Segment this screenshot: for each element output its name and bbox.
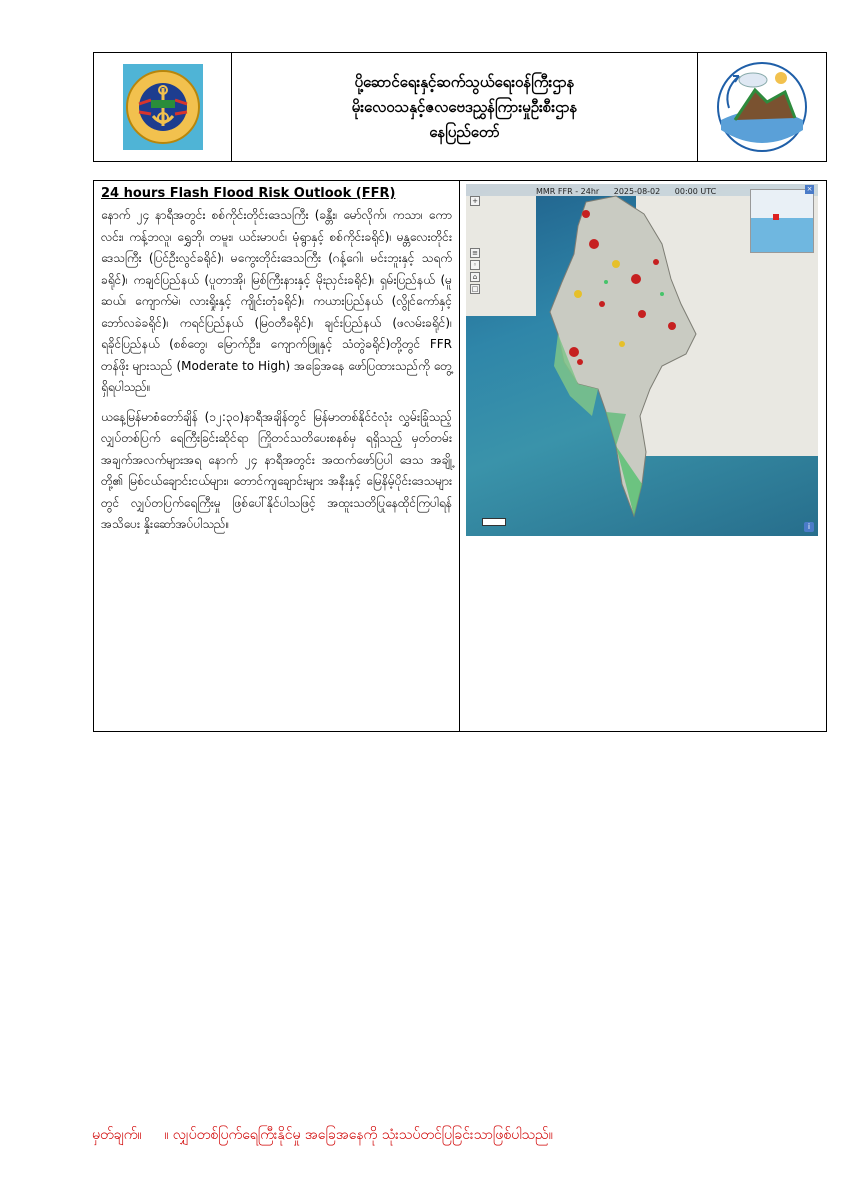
risk-areas-paragraph: နောက် ၂၄ နာရီအတွင်း စစ်ကိုင်းတိုင်းဒေသကြီး (ခန္တီး၊ မော်လိုက်၊ ကသာ၊ ကောလင်း၊ ကန့်ဘလူ၊ ရွှေဘို၊ တမူး၊ ယင်းမာပင်၊ မုံရွာနှင့် စစ်ကိုင်းခရိုင်)၊ မန္တလေးတိုင်းဒေသကြီး (ပြင်ဦးလွင်ခရိုင်)၊ မကွေးတိုင်းဒေသကြီး (ဂန့်ဂေါ၊ မင်းဘူးနှင့် သရက်ခရိုင်)၊ ကချင်ပြည်နယ် (ပူတာအို၊ မြစ်ကြီးနားနှင့် မိုးညှင်းခရိုင်)၊ ရှမ်းပြည်နယ် (မူဆယ်၊ ကျောက်မဲ၊ လားရှိုးနှင့် ကျိုင်းတုံခရိုင်)၊ ကယားပြည်နယ် (လွိုင်ကော်နှင့် ဘော်လခဲခရိုင်)၊ ကရင်ပြည်နယ် (မြဝတီခရိုင်)၊ ချင်းပြည်နယ် (ဖလမ်းခရိုင်)၊ ရခိုင်ပြည်နယ် (စစ်တွေ၊ မြောက်ဦး၊ ကျောက်ဖြူနှင့် သံတွဲခရိုင်)တို့တွင် FFR တန်ဖိုး များသည် (Moderate to High) အခြေအနေ ဖော်ပြထားသည်ကို တွေ့ရှိရပါသည်။ [101, 208, 452, 394]
fullscreen-icon[interactable]: □ [471, 285, 479, 293]
footer-label: မှတ်ချက်။ [92, 1127, 142, 1143]
outlook-text-cell [94, 181, 460, 731]
map-date: 2025-08-02 [613, 187, 661, 196]
outlook-title: 24 hours Flash Flood Risk Outlook (FFR) [101, 186, 396, 201]
layers-icon[interactable]: ≡ [470, 248, 480, 258]
info-icon[interactable]: i [804, 522, 814, 532]
close-icon[interactable]: × [806, 185, 813, 193]
map-label: MMR FFR - 24hr [536, 187, 600, 196]
scale-bar [482, 518, 506, 526]
home-icon[interactable]: ⌂ [470, 272, 480, 282]
ministry-emblem-icon [123, 64, 203, 150]
footer-note [92, 1125, 553, 1146]
zoom-in-icon[interactable]: + [470, 196, 480, 206]
ffr-map-cell [460, 181, 826, 731]
locator-marker [773, 214, 779, 220]
department-title [232, 53, 698, 161]
department-name: မိုးလေဝသနှင့်ဇလဗေဒညွှန်ကြားမှုဦးစီးဌာန [351, 97, 578, 116]
locator-inset-map [750, 189, 814, 253]
ministry-name: ပို့ဆောင်ရေးနှင့်ဆက်သွယ်ရေးဝန်ကြီးဌာန [354, 72, 575, 91]
advisory-paragraph: ယနေ့မြန်မာစံတော်ချိန် (၁၂:၃၀)နာရီအချိန်တွင် မြန်မာတစ်နိုင်ငံလုံး လွှမ်းခြုံသည့် လျှပ်တစ်ပြက် ရေကြီးခြင်းဆိုင်ရာ ကြိုတင်သတိပေးစနစ်မှ ရရှိသည့် မှတ်တမ်းအချက်အလက်များအရ နောက် ၂၄ နာရီအတွင်း အထက်ဖော်ပြပါ ဒေသ အချို့တို့၏ မြစ်ငယ်ချောင်းငယ်များ၊ တောင်ကျချောင်းများ အနီးနှင့် မြေနိမ့်ပိုင်းဒေသများတွင် လျှပ်တပြက်ရေကြီးမှု ဖြစ်ပေါ်နိုင်ပါသဖြင့် အထူးသတိပြုနေထိုင်ကြပါရန် အသိပေး နှိုးဆော်အပ်ပါသည်။ [101, 409, 452, 531]
ministry-logo-cell [94, 53, 232, 161]
settings-icon[interactable]: ◦ [470, 260, 480, 270]
hydrology-logo-cell [698, 53, 826, 161]
footer-text: ။ လျှပ်တစ်ပြက်ရေကြီးနိုင်မှု အခြေအနေကို သုံးသပ်တင်ပြခြင်းသာဖြစ်ပါသည်။ [164, 1127, 553, 1143]
letterhead [93, 52, 827, 162]
map-time: 00:00 UTC [674, 187, 717, 196]
ffr-map[interactable] [466, 184, 818, 536]
outlook-table [93, 180, 827, 732]
city-name: နေပြည်တော် [429, 122, 500, 141]
hydrology-cycle-icon [715, 60, 809, 154]
